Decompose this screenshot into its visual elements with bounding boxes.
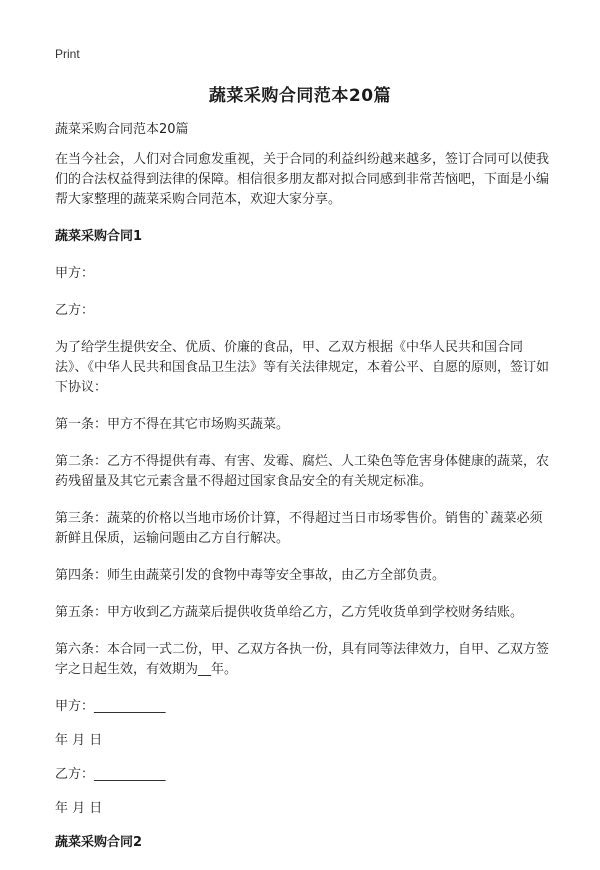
clause-5: 第五条：甲方收到乙方蔬菜后提供收货单给乙方，乙方凭收货单到学校财务结账。: [55, 605, 524, 620]
party-a-line: 甲方：: [55, 266, 95, 281]
document-body: [55, 120, 550, 870]
signature-party-b: 乙方：___________: [55, 767, 166, 782]
signature-party-a: 甲方：___________: [55, 699, 166, 714]
party-b-line: 乙方：: [55, 303, 95, 318]
document-subtitle: 蔬菜采购合同范本20篇: [55, 122, 189, 137]
intro-paragraph: 在当今社会，人们对合同愈发重视，关于合同的利益纠纷越来越多，签订合同可以使我们的合法权益得到法律的保障。相信很多朋友都对拟合同感到非常苦恼吧，下面是小编帮大家整理的蔬菜采购合同范本，欢迎大家分享。: [55, 152, 550, 207]
clause-3: 第三条：蔬菜的价格以当地市场价计算，不得超过当日市场零售价。销售的`蔬菜必须新鲜且保质，运输问题由乙方自行解决。: [55, 511, 543, 546]
section-heading-1: 蔬菜采购合同1: [55, 229, 143, 244]
clause-2: 第二条：乙方不得提供有毒、有害、发霉、腐烂、人工染色等危害身体健康的蔬菜，农药残留量及其它元素含量不得超过国家食品安全的有关规定标准。: [55, 454, 550, 489]
date-party-b: 年 月 日: [55, 801, 103, 816]
date-party-a: 年 月 日: [55, 733, 103, 748]
section-heading-2: 蔬菜采购合同2: [55, 835, 143, 850]
print-link[interactable]: Print: [55, 47, 80, 61]
page-title: 蔬菜采购合同范本20篇: [208, 86, 392, 106]
clause-6: 第六条：本合同一式二份，甲、乙双方各执一份，具有同等法律效力，自甲、乙双方签字之日起生效，有效期为__年。: [55, 642, 550, 677]
clause-4: 第四条：师生由蔬菜引发的食物中毒等安全事故，由乙方全部负责。: [55, 568, 446, 583]
preamble-paragraph: 为了给学生提供安全、优质、价廉的食品，甲、乙双方根据《中华人民共和国合同法》、《中华人民共和国食品卫生法》等有关法律规定，本着公平、自愿的原则，签订如下协议：: [55, 340, 550, 395]
clause-1: 第一条：甲方不得在其它市场购买蔬菜。: [55, 417, 290, 432]
